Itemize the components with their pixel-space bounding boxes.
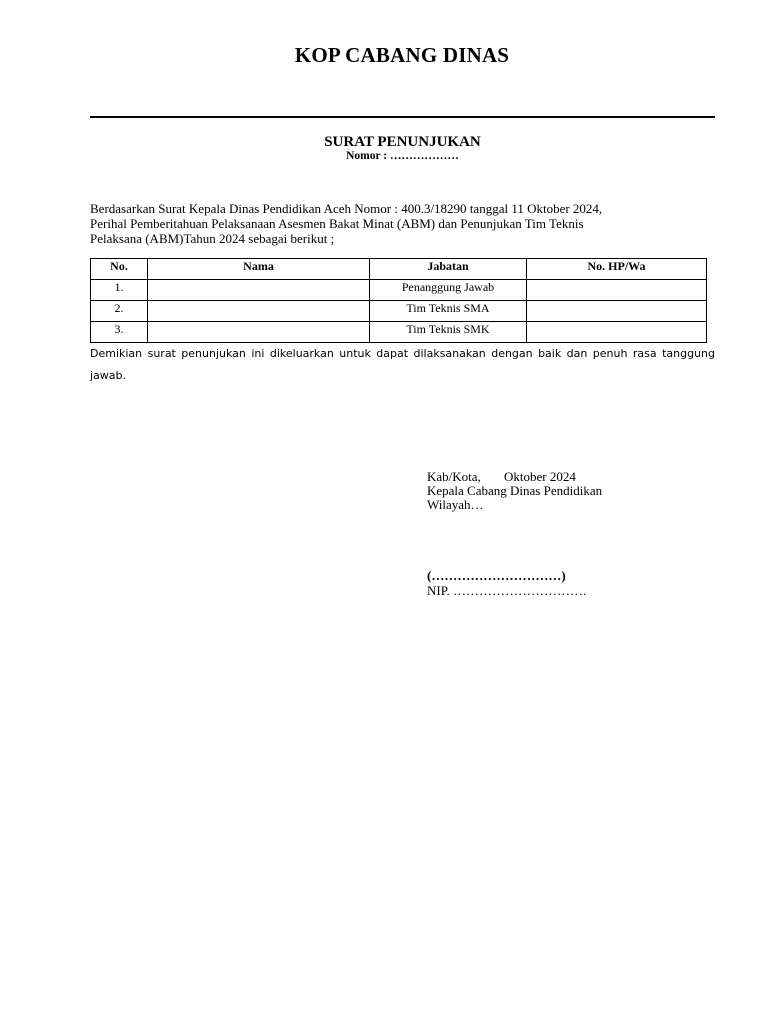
intro-line: Pelaksana (ABM)Tahun 2024 sebagai berikut ; <box>90 231 335 246</box>
letter-number: Nomor : ……………… <box>346 150 459 162</box>
closing-paragraph: Demikian surat penunjukan ini dikeluarkan untuk dapat dilaksanakan dengan baik dan penuh rasa tanggung jawab. <box>90 347 715 382</box>
signature-place-date <box>427 470 602 484</box>
signature-block <box>427 470 602 512</box>
cell-jabatan: Tim Teknis SMK <box>370 322 527 343</box>
signature-position: Kepala Cabang Dinas Pendidikan <box>427 483 603 498</box>
intro-paragraph <box>90 201 715 246</box>
table-row <box>91 322 707 343</box>
column-header-jabatan: Jabatan <box>370 259 527 280</box>
cell-jabatan: Tim Teknis SMA <box>370 301 527 322</box>
cell-nama <box>148 322 370 343</box>
cell-no: 1. <box>91 280 148 301</box>
cell-nama <box>148 301 370 322</box>
column-header-nama: Nama <box>148 259 370 280</box>
column-header-no: No. <box>91 259 148 280</box>
letterhead-divider <box>90 116 715 118</box>
cell-no: 3. <box>91 322 148 343</box>
cell-hp <box>527 280 707 301</box>
table-row <box>91 301 707 322</box>
signature-city: Kab/Kota, <box>427 469 481 484</box>
cell-jabatan: Penanggung Jawab <box>370 280 527 301</box>
cell-hp <box>527 322 707 343</box>
table-row <box>91 280 707 301</box>
signature-date: Oktober 2024 <box>504 469 576 484</box>
signature-name-placeholder: (…………………………) <box>427 568 566 583</box>
letter-title: SURAT PENUNJUKAN <box>324 134 481 150</box>
intro-line: Perihal Pemberitahuan Pelaksanaan Asesmen Bakat Minat (ABM) dan Penunjukan Tim Teknis <box>90 216 584 231</box>
signature-nip: NIP. …………………………. <box>427 583 587 598</box>
table-header-row <box>91 259 707 280</box>
cell-nama <box>148 280 370 301</box>
cell-no: 2. <box>91 301 148 322</box>
intro-line: Berdasarkan Surat Kepala Dinas Pendidikan Aceh Nomor : 400.3/18290 tanggal 11 Oktober 2024, <box>90 201 603 216</box>
letterhead-title: KOP CABANG DINAS <box>294 43 510 67</box>
cell-hp <box>527 301 707 322</box>
column-header-hp: No. HP/Wa <box>527 259 707 280</box>
signature-region: Wilayah… <box>427 497 484 512</box>
personnel-table <box>90 258 707 343</box>
